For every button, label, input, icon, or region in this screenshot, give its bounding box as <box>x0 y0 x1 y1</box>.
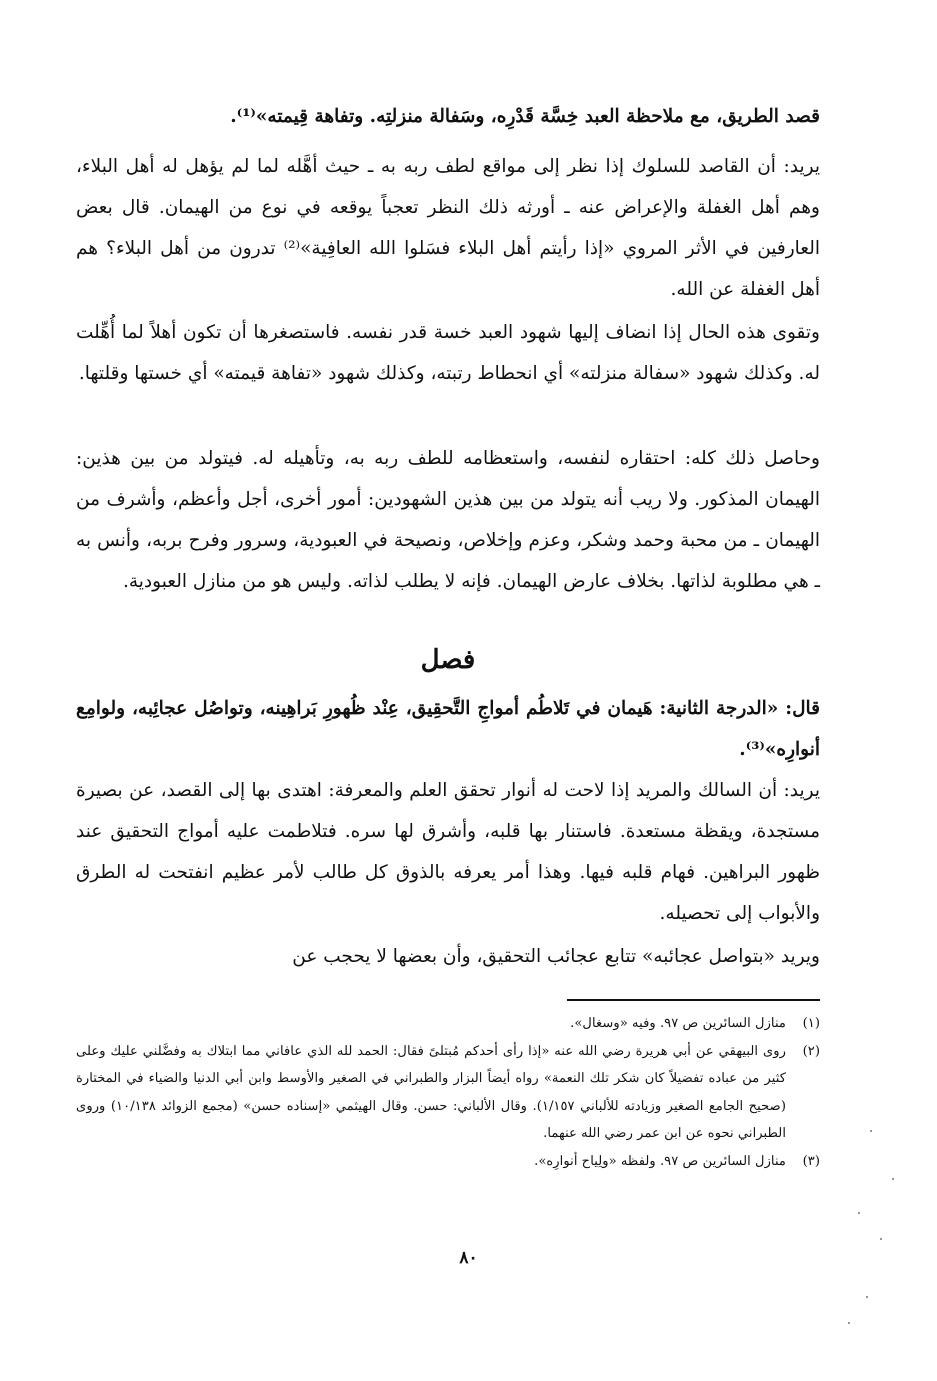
opening-line: قصد الطريق، مع ملاحظة العبد خِسَّة قَدْرِه، وسَفالة منزلتِه. وتفاهة قِيمته»⁽¹⁾. <box>230 106 820 127</box>
paragraph-1: يريد: أن القاصد للسلوك إذا نظر إلى مواقع لطف ربه به ـ حيث أهَّله لما لم يؤهل له أهل البلاء، وهم أهل الغفلة والإعراض عنه ـ أورثه ذلك النظر تعجباً يوقعه في نوع من الهيمان. قال بعض العارفين في الأثر المروي «إذا رأيتم أهل البلاء فسَلوا الله العافِية»⁽²⁾ تدرون من أهل البلاء؟ هم أهل الغفلة عن الله. <box>76 156 820 300</box>
section-heading: فصل <box>420 645 476 675</box>
footnotes <box>76 1010 820 1175</box>
scan-speck <box>880 1238 882 1240</box>
page-number: ٨٠ <box>459 1248 478 1268</box>
footnote-number: (٣) <box>802 1153 820 1169</box>
footnote-3 <box>76 1148 820 1176</box>
footnote-number: (١) <box>802 1016 820 1031</box>
footnote-text: منازل السائرين ص ٩٧. ولفظه «ولِياح أنوارِه». <box>534 1153 786 1169</box>
footnote-number: (٢) <box>802 1043 820 1059</box>
footnote-separator <box>567 999 820 1001</box>
paragraph-2: وتقوى هذه الحال إذا انضاف إليها شهود العبد خسة قدر نفسه. فاستصغرها أن تكون أهلاً لما أُهِّلت له. وكذلك شهود «سفالة منزلته» أي انحطاط رتبته، وكذلك شهود «تفاهة قيمته» أي خستها وقلتها. <box>76 322 820 384</box>
footnote-1 <box>76 1010 820 1038</box>
scan-speck <box>848 1322 850 1324</box>
footnote-text: منازل السائرين ص ٩٧. وفيه «وسغال». <box>570 1016 786 1031</box>
footnote-2 <box>76 1038 820 1148</box>
scan-speck <box>866 1296 868 1298</box>
paragraph-4: يريد: أن السالك والمريد إذا لاحت له أنوار تحقق العلم والمعرفة: اهتدى بها إلى القصد، عن بصيرة مستجدة، ويقظة مستعدة. فاستنار بها قلبه، وأشرق لها سره. فتلاطمت عليه أمواج التحقيق عند ظهور البراهين. فهام قلبه فيها. وهذا أمر يعرفه بالذوق كل طالب لأمر عظيم انفتحت له الطرق والأبواب إلى تحصيله. <box>76 780 820 924</box>
quoted-degree: قال: «الدرجة الثانية: هَيمان في تَلاطُم أمواجِ التَّحقِيق، عِنْد ظُهورِ بَراهِينه، وتواصُل عجائِبه، ولوامِع أنوارِه»⁽³⁾. <box>76 698 820 760</box>
paragraph-3: وحاصل ذلك كله: احتقاره لنفسه، واستعظامه للطف ربه به، وتأهيله له. فيتولد من بين هذين: الهيمان المذكور. ولا ريب أنه يتولد من بين هذين الشهودين: أمور أخرى، أجل وأعظم، وأشرف من الهيمان ـ من محبة وحمد وشكر، وعزم وإخلاص، ونصيحة في العبودية، وسرور وفرح بربه، وأنس به ـ هي مطلوبة لذاتها. بخلاف عارض الهيمان. فإنه لا يطلب لذاته. وليس هو من منازل العبودية. <box>76 448 820 592</box>
scan-speck <box>892 1178 894 1180</box>
scan-speck <box>870 1130 872 1132</box>
footnote-text: روى البيهقي عن أبي هريرة رضي الله عنه «إذا رأى أحدكم مُبتلىً فقال: الحمد لله الذي عافاني مما ابتلاك به وفضَّلني عليك وعلى كثير من عباده تفضيلاً كان شكر تلك النعمة» رواه أيضاً البزار والطبراني في الصغير والأوسط وابن أبي الدنيا والضياء في المختارة (صحيح الجامع الصغير وزيادته للألباني ١/١٥٧). وقال الألباني: حسن. وقال الهيثمي «إسناده حسن» (مجمع الزوائد ١٠/١٣٨) وروى الطبراني نحوه عن ابن عمر رضي الله عنهما. <box>76 1043 786 1141</box>
paragraph-5: ويريد «بتواصل عجائبه» تتابع عجائب التحقيق، وأن بعضها لا يحجب عن <box>292 946 820 967</box>
scan-speck <box>858 1212 860 1214</box>
